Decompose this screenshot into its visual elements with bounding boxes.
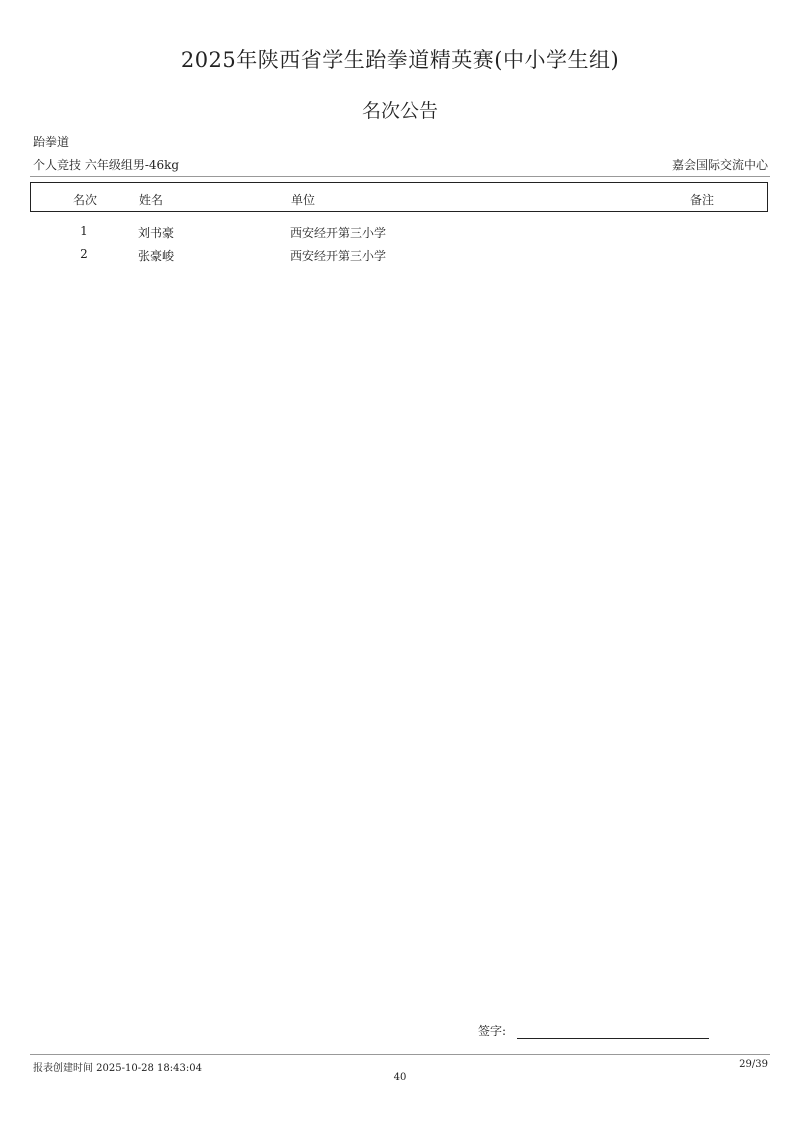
- venue-label: 嘉会国际交流中心: [671, 158, 768, 172]
- report-created-time: 报表创建时间 2025-10-28 18:43:04: [33, 1063, 202, 1074]
- footer-divider: [30, 1054, 770, 1055]
- signature-line: [517, 1038, 709, 1039]
- document-subtitle: 名次公告: [361, 100, 438, 122]
- row-rank: 1: [80, 224, 88, 238]
- table-row: [30, 220, 768, 243]
- page-number: 40: [393, 1072, 407, 1083]
- event-label: 个人竞技 六年级组男-46kg: [33, 158, 180, 172]
- column-header-rank: 名次: [72, 193, 97, 207]
- sport-label: 跆拳道: [33, 135, 70, 149]
- column-header-name: 姓名: [139, 193, 164, 207]
- row-name: 刘书豪: [138, 226, 175, 240]
- column-header-unit: 单位: [291, 193, 316, 207]
- signature-label: 签字:: [478, 1024, 507, 1038]
- document-title: 2025年陕西省学生跆拳道精英赛(中小学生组): [180, 48, 620, 72]
- column-header-note: 备注: [689, 193, 714, 207]
- event-info-row: [33, 156, 768, 174]
- row-unit: 西安经开第三小学: [290, 226, 387, 240]
- row-name: 张豪峻: [138, 249, 175, 263]
- results-table-body: [30, 220, 768, 266]
- header-divider: [30, 176, 770, 177]
- table-row: [30, 243, 768, 266]
- row-unit: 西安经开第三小学: [290, 249, 387, 263]
- row-rank: 2: [80, 247, 88, 261]
- table-header: [30, 182, 768, 212]
- page-counter: 29/39: [739, 1059, 768, 1070]
